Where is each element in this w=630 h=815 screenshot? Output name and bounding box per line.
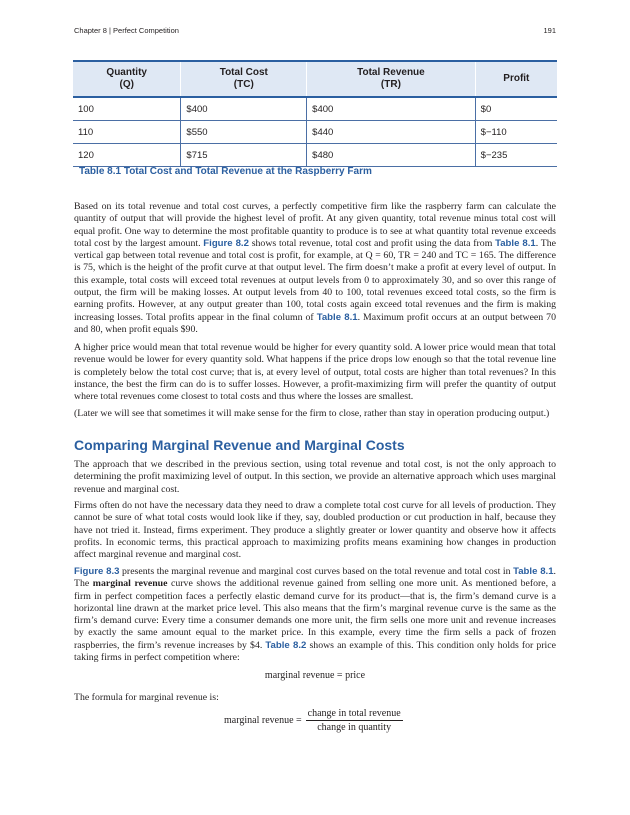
figure-8-2-link[interactable]: Figure 8.2 bbox=[203, 237, 249, 249]
paragraph-marginal-revenue: Figure 8.3 presents the marginal revenue and marginal cost curves based on the total revenue and total cost in Table 8.1. The marginal revenue curve shows the additional revenue gained from selling one more unit. As mentioned before, a firm in perfect competition faces a perfectly elastic demand curve for its product—that is, the firm’s demand curve is a horizontal line drawn at the market price level. This also means that the firm’s marginal revenue curve is the same as the firm’s demand curve: Every time a consumer demands one more unit, the firm sells one more unit and revenue increases by exactly the same amount equal to the market price. In this example, every time the firm sells a pack of frozen raspberries, the firm’s revenue increases by $4. Table 8.2 shows an example of this. This condition only holds for price taking firms in perfect competition where: bbox=[74, 566, 556, 664]
table-cell: $550 bbox=[181, 121, 307, 144]
table-8-1-link[interactable]: Table 8.1 bbox=[513, 566, 554, 577]
paragraph-formula-intro: The formula for marginal revenue is: bbox=[74, 692, 219, 703]
paragraph-higher-price: A higher price would mean that total revenue would be higher for every quantity sold. A lower price would mean that total revenue would be lower for every quantity sold. What happens if the price drops low enough so that the total revenue line is completely below the total cost curve; that is, at every level of output, total costs are higher than total revenues? In this instance, the best the firm can do is to suffer losses. However, a profit-maximizing firm will prefer the quantity of output where total revenues come closest to total costs and thus where the losses are smallest. bbox=[74, 342, 556, 403]
table-header-row bbox=[73, 61, 557, 97]
table-row bbox=[73, 121, 557, 144]
paragraph-total-revenue-cost: Based on its total revenue and total cost curves, a perfectly competitive firm like the raspberry farm can calculate the quantity of output that will provide the highest level of profit. At any given quantity, total revenue minus total cost will equal profit. One way to determine the most profitable quantity to produce is to see at what quantity total revenue exceeds total cost by the largest amount. Figure 8.2 shows total revenue, total cost and profit using the data from Table 8.1. The vertical gap between total revenue and total cost is profit, for example, at Q = 60, TR = 240 and TC = 165. The difference is 75, which is the height of the profit curve at that output level. The firm doesn’t make a profit at every level of output. In this example, total costs will exceed total revenues at output levels from 0 to approximately 30, and so over this range of output, the firm will be making losses. At output levels from 40 to 100, total revenues exceed total costs, so the firm is earning profits. However, at any output greater than 100, total costs again exceed total revenues and the firm is making increasing losses. Total profits appear in the final column of Table 8.1. Maximum profit occurs at an output between 70 and 80, when profit equals $90. bbox=[74, 201, 556, 335]
fraction-denominator: change in quantity bbox=[317, 722, 392, 733]
equation-marginal-revenue-price: marginal revenue = price bbox=[264, 670, 366, 681]
page-header bbox=[74, 26, 556, 38]
table-row bbox=[73, 144, 557, 167]
table-cell: $400 bbox=[181, 97, 307, 121]
table-8-1-link[interactable]: Table 8.1 bbox=[495, 237, 536, 249]
table-caption: Table 8.1 Total Cost and Total Revenue at the Raspberry Farm bbox=[79, 166, 372, 177]
table-cell: $715 bbox=[181, 144, 307, 167]
table-cell: $400 bbox=[307, 97, 476, 121]
table-cell: $480 bbox=[307, 144, 476, 167]
page-number: 191 bbox=[543, 26, 556, 35]
column-header-quantity: Quantity (Q) bbox=[73, 61, 181, 97]
paragraph-firms-experiment: Firms often do not have the necessary data they need to draw a complete total cost curve for all levels of production. They cannot be sure of what total costs would look like if they, say, doubled production or cut production in half, because they have not tried it. Instead, firms experiment. They produce a slightly greater or lower quantity and observe how it affects profits. In economic terms, this practical approach to maximizing profits means examining how changes in production affect marginal revenue and marginal cost. bbox=[74, 500, 556, 561]
table-8-1-link[interactable]: Table 8.1 bbox=[316, 311, 358, 323]
table-cell: 100 bbox=[73, 97, 181, 121]
paragraph-approach: The approach that we described in the previous section, using total revenue and total cost, is not the only approach to determining the profit maximizing level of output. In this section, we provide an alternative approach which uses marginal revenue and marginal cost. bbox=[74, 459, 556, 495]
equation-lhs: marginal revenue = bbox=[224, 715, 302, 726]
table-cell: 110 bbox=[73, 121, 181, 144]
cost-revenue-table bbox=[73, 60, 557, 167]
section-heading: Comparing Marginal Revenue and Marginal Costs bbox=[74, 437, 405, 453]
fraction bbox=[306, 708, 403, 733]
paragraph-close-note: (Later we will see that sometimes it will make sense for the firm to close, rather than stay in operation producing output.) bbox=[74, 408, 550, 419]
table-cell: $0 bbox=[475, 97, 557, 121]
table-cell: $−235 bbox=[475, 144, 557, 167]
table-8-2-link[interactable]: Table 8.2 bbox=[265, 639, 307, 651]
chapter-title: Chapter 8 | Perfect Competition bbox=[74, 26, 179, 35]
equation-marginal-revenue-formula bbox=[224, 708, 403, 733]
column-header-profit: Profit bbox=[475, 61, 557, 97]
table-cell: $440 bbox=[307, 121, 476, 144]
table-cell: 120 bbox=[73, 144, 181, 167]
column-header-total-cost: Total Cost (TC) bbox=[181, 61, 307, 97]
table-cell: $−110 bbox=[475, 121, 557, 144]
table-row bbox=[73, 97, 557, 121]
figure-8-3-link[interactable]: Figure 8.3 bbox=[74, 566, 120, 577]
fraction-numerator: change in total revenue bbox=[307, 708, 401, 719]
column-header-total-revenue: Total Revenue (TR) bbox=[307, 61, 476, 97]
